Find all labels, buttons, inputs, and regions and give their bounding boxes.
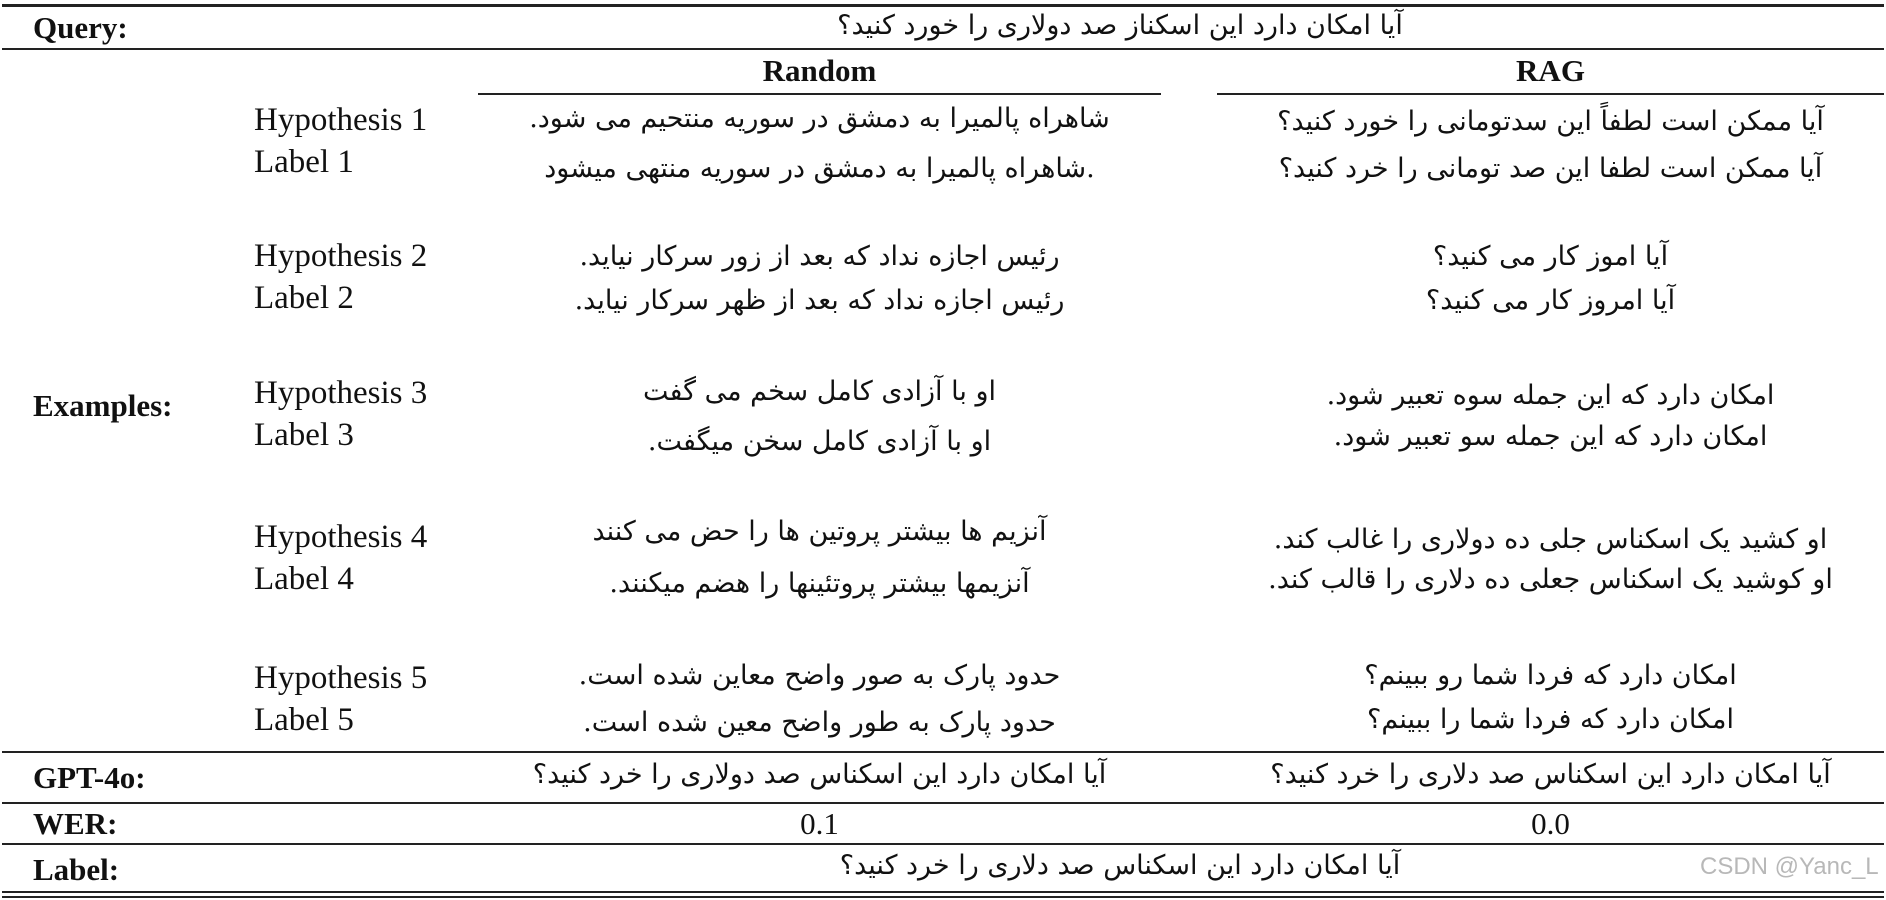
random-label: آنزیمها بیشتر پروتئینها را هضم میکنند. [609, 568, 1030, 599]
bottom-rule [2, 891, 1884, 893]
hypothesis-label: Hypothesis 1 [254, 102, 428, 138]
watermark: CSDN @Yanc_L [1700, 853, 1879, 880]
examples-rule [2, 751, 1884, 753]
wer-rule [2, 843, 1884, 845]
query-label: Query: [33, 10, 128, 45]
final-label-text: آیا امکان دارد این اسکناس صد دلاری را خرد کنید؟ [839, 850, 1401, 881]
hypothesis-label: Hypothesis 3 [254, 375, 428, 411]
rag-label: او کوشید یک اسکناس جعلی ده دلاری را قالب کند. [1268, 564, 1833, 595]
gpt4o-random: آیا امکان دارد این اسکناس صد دولاری را خرد کنید؟ [532, 759, 1107, 790]
random-hypothesis: آنزیم ها بیشتر پروتین ها را حض می کنند [592, 516, 1047, 547]
gpt4o-label: GPT-4o: [33, 760, 146, 795]
hypothesis-label: Hypothesis 5 [254, 660, 428, 696]
examples-label: Examples: [33, 388, 173, 423]
rag-hypothesis: آیا ممکن است لطفاً این سدتومانی را خورد کنید؟ [1277, 106, 1824, 137]
random-label: .شاهراه پالمیرا به دمشق در سوریه منتهی میشود [544, 153, 1095, 184]
random-hypothesis: حدود پارک به صور واضح معاین شده است. [578, 660, 1061, 691]
rag-label: امکان دارد که این جمله سو تعبیر شود. [1333, 421, 1768, 452]
random-label: حدود پارک به طور واضح معین شده است. [583, 707, 1056, 738]
wer-label: WER: [33, 806, 118, 841]
rag-label: آیا امروز کار می کنید؟ [1425, 285, 1676, 316]
rag-hypothesis: امکان دارد که فردا شما رو ببینم؟ [1364, 660, 1737, 691]
random-label: او با آزادی کامل سخن میگفت. [647, 426, 992, 457]
gpt-rule [2, 802, 1884, 804]
rag-hypothesis: آیا اموز کار می کنید؟ [1432, 241, 1669, 272]
label-label: Label 1 [254, 144, 354, 180]
random-hypothesis: رئیس اجازه نداد که بعد از زور سرکار نیاید. [579, 241, 1060, 272]
hypothesis-label: Hypothesis 4 [254, 519, 428, 555]
final-label-label: Label: [33, 852, 120, 887]
label-label: Label 4 [254, 561, 354, 597]
query-text: آیا امکان دارد این اسکناز صد دولاری را خورد کنید؟ [837, 10, 1403, 41]
bottom-rule-2 [2, 896, 1884, 898]
top-rule [2, 4, 1884, 7]
wer-rag: 0.0 [1531, 806, 1570, 841]
label-label: Label 5 [254, 702, 354, 738]
label-label: Label 2 [254, 280, 354, 316]
random-hypothesis: او با آزادی کامل سخم می گفت [643, 376, 996, 407]
random-cmidrule [478, 93, 1161, 95]
query-rule [2, 48, 1884, 50]
label-label: Label 3 [254, 417, 354, 453]
hypothesis-label: Hypothesis 2 [254, 238, 428, 274]
wer-random: 0.1 [800, 806, 839, 841]
rag-hypothesis: امکان دارد که این جمله سوه تعبیر شود. [1326, 380, 1775, 411]
random-label: رئیس اجازه نداد که بعد از ظهر سرکار نیاید. [574, 285, 1065, 316]
gpt4o-rag: آیا امکان دارد این اسکناس صد دلاری را خرد کنید؟ [1270, 759, 1831, 790]
column-header-rag: RAG [1516, 53, 1585, 88]
rag-cmidrule [1217, 93, 1884, 95]
rag-hypothesis: او کشید یک اسکناس جلی ده دولاری را غالب کند. [1273, 524, 1828, 555]
rag-label: امکان دارد که فردا شما را ببینم؟ [1367, 704, 1734, 735]
rag-label: آیا ممکن است لطفا این صد تومانی را خرد کنید؟ [1278, 153, 1823, 184]
random-hypothesis: شاهراه پالمیرا به دمشق در سوریه منتحیم می شود. [529, 103, 1110, 134]
column-header-random: Random [762, 53, 877, 88]
